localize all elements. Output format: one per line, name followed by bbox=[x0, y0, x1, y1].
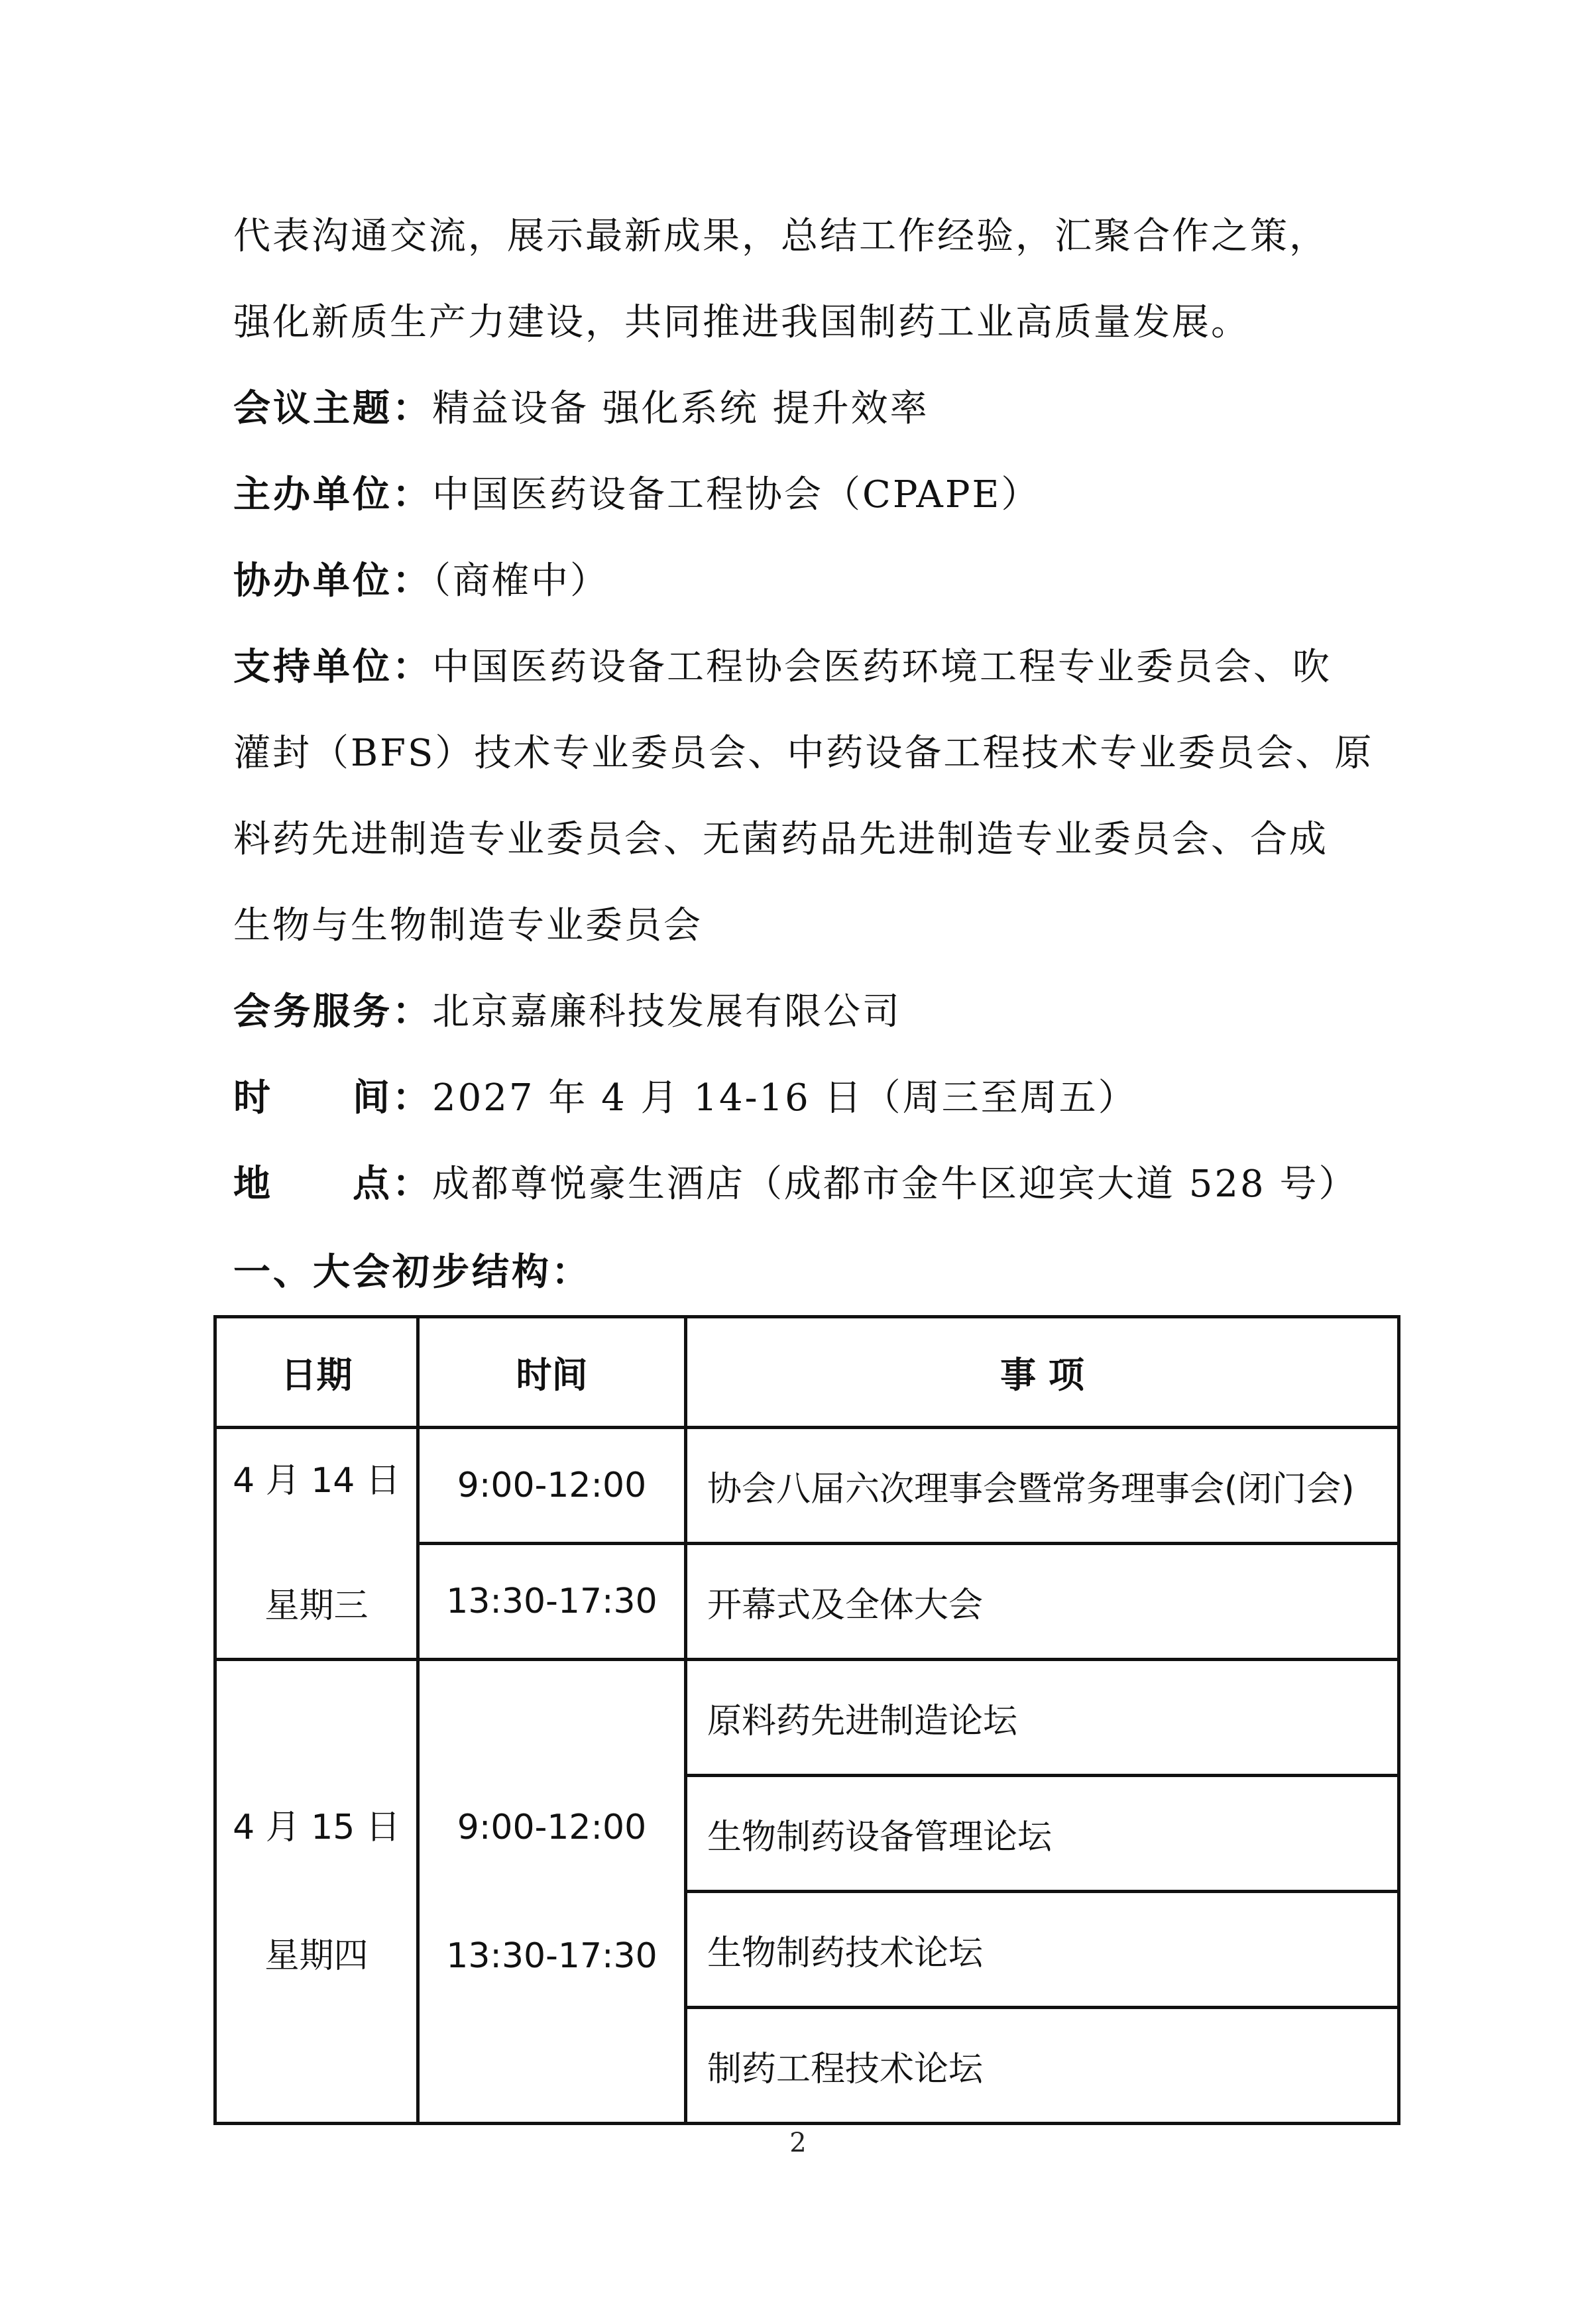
support-value-line-1: 中国医药设备工程协会医药环境工程专业委员会、吹 bbox=[432, 646, 1332, 689]
table-header-row bbox=[215, 1317, 1399, 1428]
day2-item-2: 生物制药设备管理论坛 bbox=[686, 1776, 1399, 1892]
day2-item-4: 制药工程技术论坛 bbox=[686, 2008, 1399, 2124]
day1-slot2-item: 开幕式及全体大会 bbox=[686, 1544, 1399, 1660]
day1-date: 4 月 14 日 bbox=[233, 1461, 400, 1501]
day2-date-cell bbox=[215, 1660, 418, 2124]
time-label: 时 间： bbox=[233, 1076, 432, 1120]
co-host-value: （商榷中） bbox=[432, 559, 609, 603]
header-item: 事 项 bbox=[686, 1317, 1399, 1428]
day2-item-3: 生物制药技术论坛 bbox=[686, 1892, 1399, 2008]
host-row bbox=[233, 469, 1387, 522]
day1-slot2-time: 13:30-17:30 bbox=[418, 1544, 686, 1660]
time-row bbox=[233, 1072, 1387, 1125]
day1-slot1-time: 9:00-12:00 bbox=[418, 1428, 686, 1544]
section-heading: 一、大会初步结构： bbox=[233, 1251, 591, 1294]
intro-line-2: 强化新质生产力建设，共同推进我国制药工业高质量发展。 bbox=[233, 301, 1250, 344]
time-value: 2027 年 4 月 14-16 日（周三至周五） bbox=[432, 1076, 1137, 1120]
day2-time-cell bbox=[418, 1660, 686, 2124]
place-row bbox=[233, 1158, 1387, 1211]
header-date: 日期 bbox=[215, 1317, 418, 1428]
support-label: 支持单位： bbox=[233, 646, 432, 689]
theme-value: 精益设备 强化系统 提升效率 bbox=[432, 387, 929, 430]
co-host-row bbox=[233, 555, 1387, 608]
place-value: 成都尊悦豪生酒店（成都市金牛区迎宾大道 528 号） bbox=[432, 1163, 1358, 1206]
support-value-line-4: 生物与生物制造专业委员会 bbox=[233, 904, 703, 947]
service-row bbox=[233, 986, 1387, 1039]
page-number: 2 bbox=[789, 2128, 807, 2158]
day2-time-pm: 13:30-17:30 bbox=[446, 1936, 657, 1976]
day2-date: 4 月 15 日 bbox=[233, 1807, 400, 1847]
support-row bbox=[233, 641, 1387, 694]
support-value-line-2: 灌封（BFS）技术专业委员会、中药设备工程技术专业委员会、原 bbox=[233, 732, 1374, 775]
day1-date-cell bbox=[215, 1428, 418, 1660]
day1-weekday: 星期三 bbox=[264, 1586, 369, 1626]
service-value: 北京嘉廉科技发展有限公司 bbox=[432, 990, 901, 1033]
theme-row bbox=[233, 382, 1387, 435]
day2-time-am: 9:00-12:00 bbox=[457, 1807, 647, 1847]
table-row bbox=[215, 1428, 1399, 1544]
intro-line-1: 代表沟通交流，展示最新成果，总结工作经验，汇聚合作之策， bbox=[233, 215, 1328, 258]
theme-label: 会议主题： bbox=[233, 387, 432, 430]
day1-slot1-item: 协会八届六次理事会暨常务理事会(闭门会) bbox=[686, 1428, 1399, 1544]
table-row bbox=[215, 1660, 1399, 1776]
schedule-table bbox=[213, 1315, 1400, 2125]
host-value: 中国医药设备工程协会（CPAPE） bbox=[432, 473, 1041, 516]
place-label: 地 点： bbox=[233, 1163, 432, 1206]
day2-item-1: 原料药先进制造论坛 bbox=[686, 1660, 1399, 1776]
co-host-label: 协办单位： bbox=[233, 559, 432, 603]
support-value-line-3: 料药先进制造专业委员会、无菌药品先进制造专业委员会、合成 bbox=[233, 818, 1328, 861]
service-label: 会务服务： bbox=[233, 990, 432, 1033]
day2-weekday: 星期四 bbox=[264, 1936, 369, 1976]
host-label: 主办单位： bbox=[233, 473, 432, 516]
header-time: 时间 bbox=[418, 1317, 686, 1428]
